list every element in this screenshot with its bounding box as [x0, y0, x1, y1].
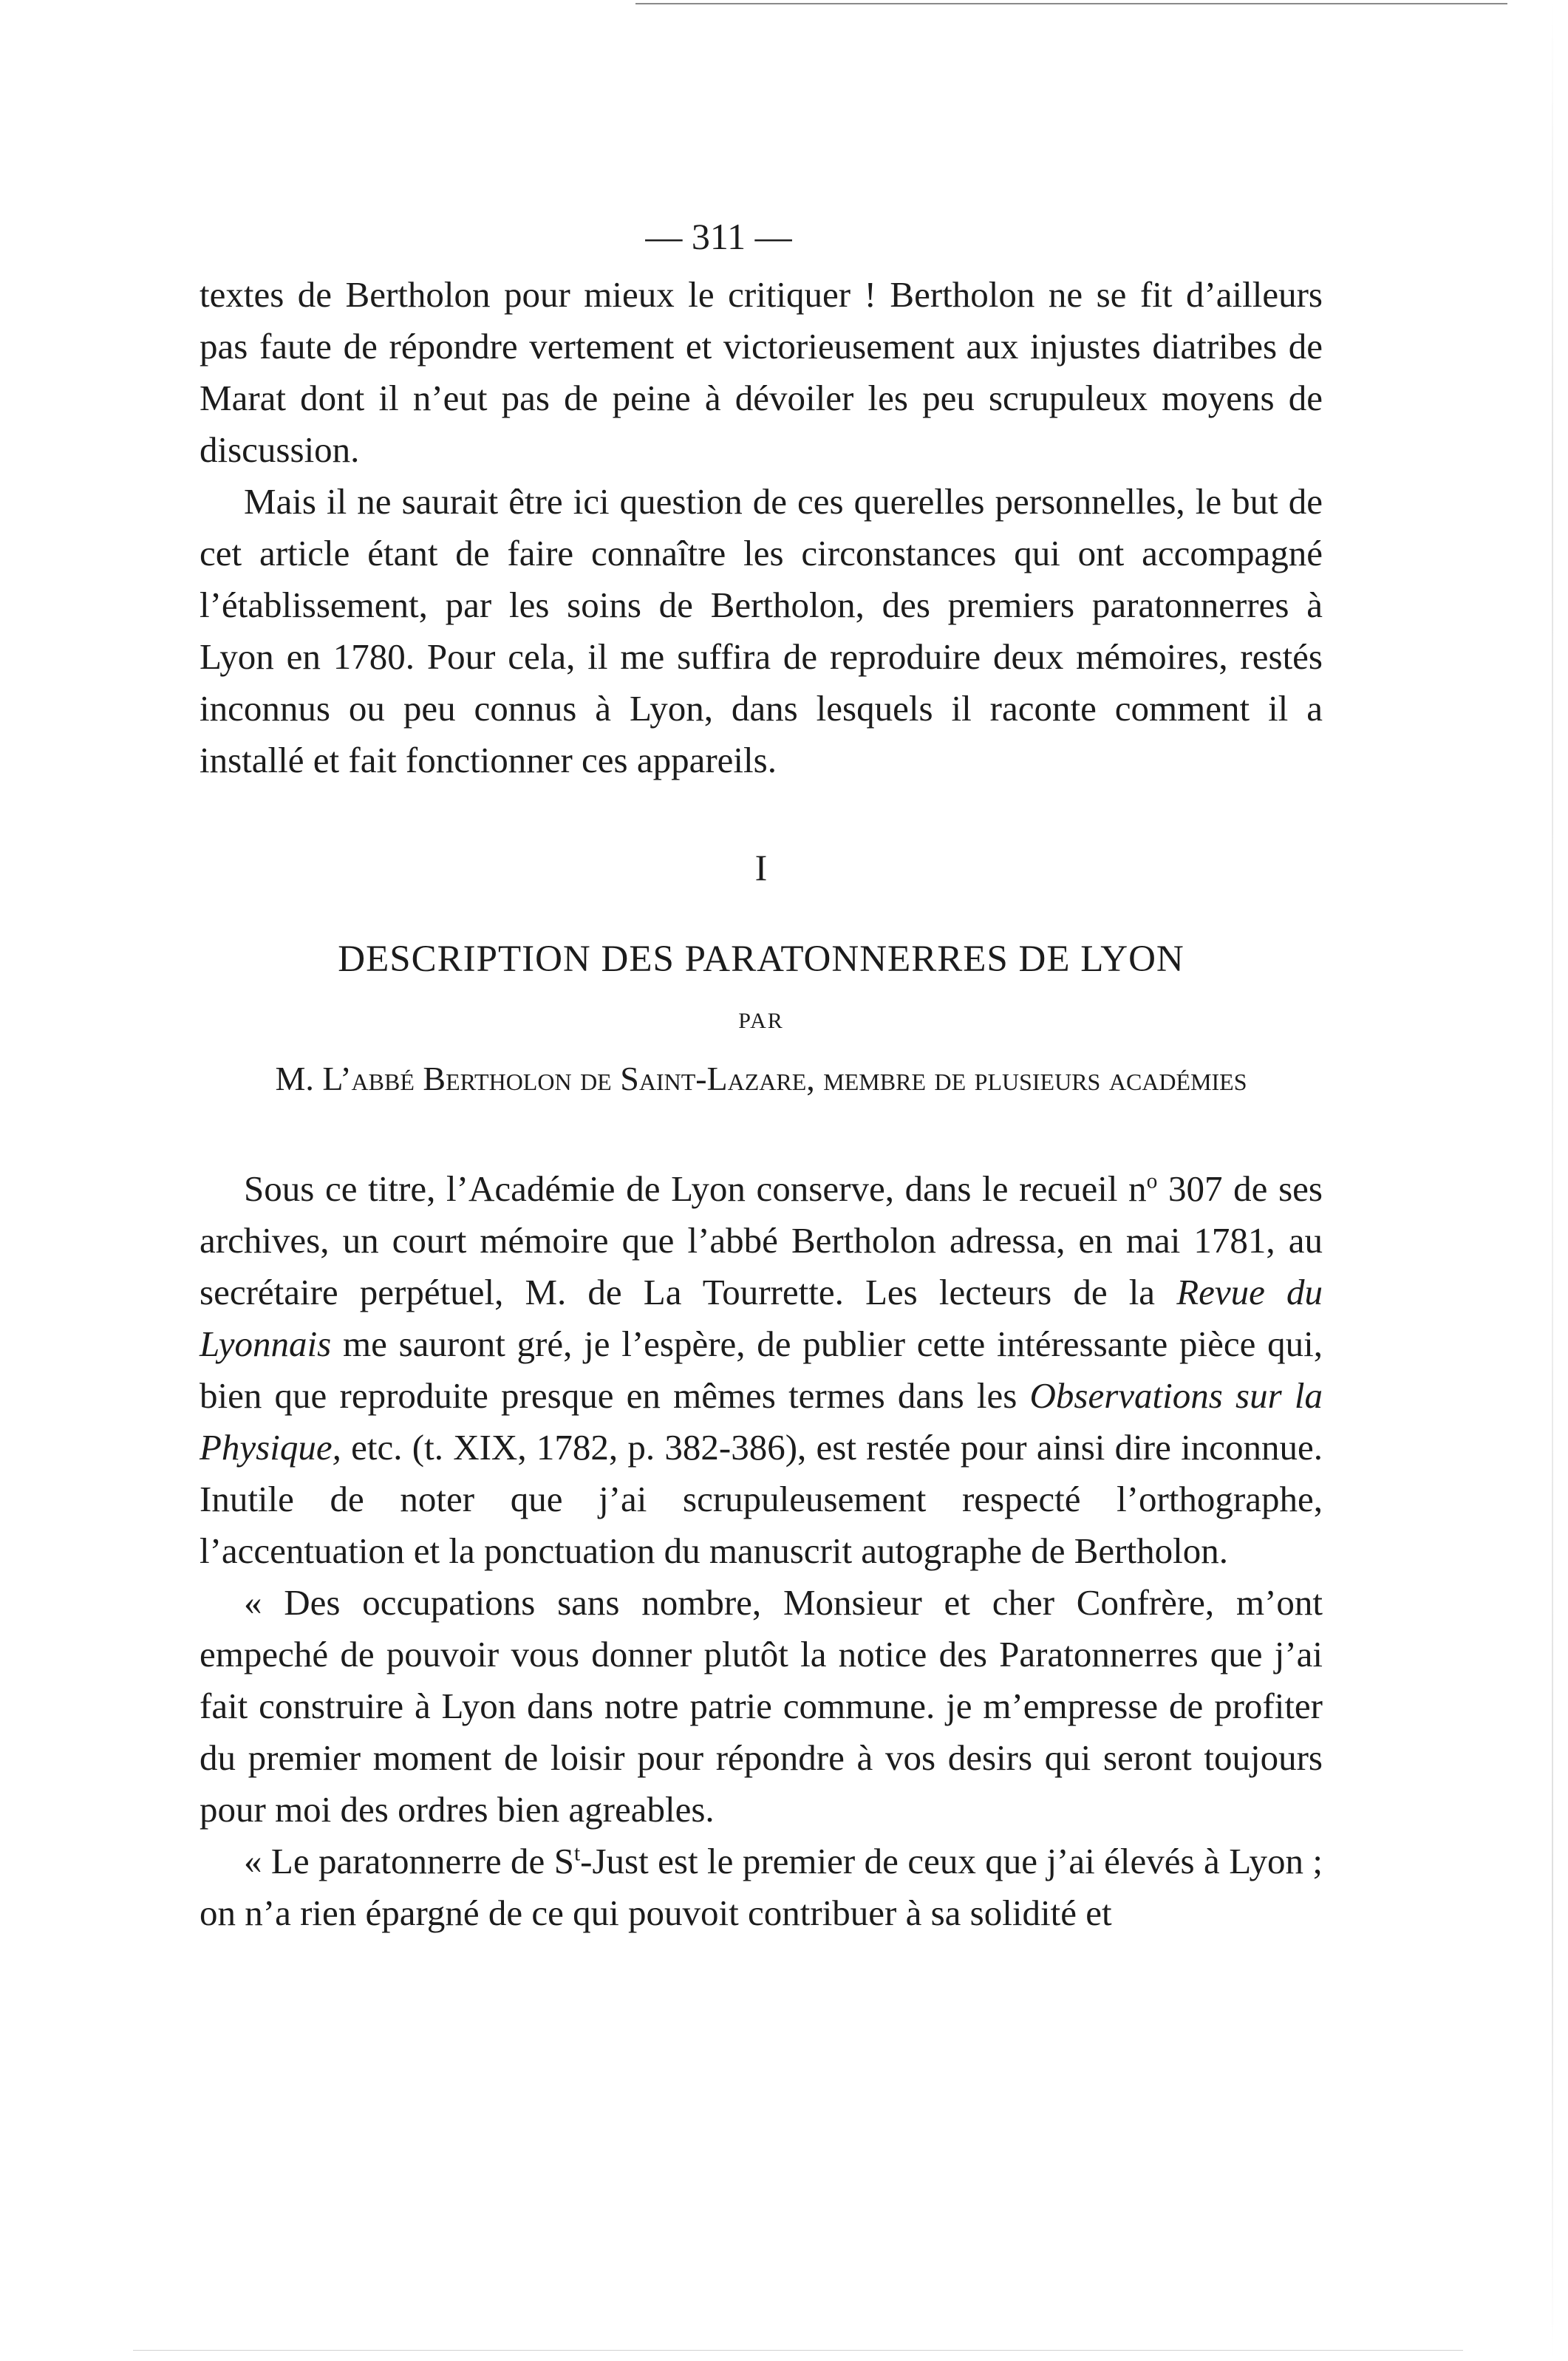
text-run: « Le paratonnerre de S	[244, 1841, 574, 1881]
text-run: -Just est le premier de ceux que j’ai élevés à Lyon ; on n’a rien épargné de ce qui pouvoit contribuer à sa solidité et	[200, 1841, 1323, 1933]
text-run: me sauront gré, je l’espère, de publier cette intéressante pièce qui, bien que reproduite presque en mêmes termes dans les	[200, 1323, 1323, 1416]
paragraph-quote	[200, 1836, 1323, 1939]
superscript: o	[1146, 1169, 1158, 1193]
page-number: — 311 —	[645, 216, 792, 257]
paragraph: Mais il ne saurait être ici question de ces querelles personnelles, le but de cet article étant de faire connaître les circonstances qui ont accompagné l’établissement, par les soins de Bertholon, des premiers paratonnerres à Lyon en 1780. Pour cela, il me suffira de reproduire deux mémoires, restés inconnus ou peu connus à Lyon, dans lesquels il raconte comment il a installé et fait fonctionner ces appareils.	[200, 481, 1323, 780]
paragraph	[200, 1163, 1323, 1577]
text-run: 307 de ses archives, un court mémoire que l’abbé Bertholon adressa, en mai 1781, au secrétaire perpétuel, M. de La Tourrette. Les lecteurs de la	[200, 1168, 1323, 1312]
scan-bottom-rule	[133, 2350, 1463, 2351]
section-title: DESCRIPTION DES PARATONNERRES DE LYON	[338, 938, 1184, 980]
paragraph-continued: textes de Bertholon pour mieux le critiquer ! Bertholon ne se fit d’ailleurs pas faute de répondre vertement et victorieusement aux injustes diatribes de Marat dont il n’eut pas de peine à dévoiler les peu scrupuleux moyens de discussion.	[200, 274, 1323, 470]
text-run: etc. (t. XIX, 1782, p. 382-386), est restée pour ainsi dire inconnue. Inutile de noter que j’ai scrupuleusement respecté l’orthographe, l’accentuation et la ponctuation du manuscrit autographe de Bertholon.	[200, 1427, 1323, 1571]
superscript: t	[574, 1842, 581, 1866]
section-byline-par: PAR	[738, 1009, 784, 1033]
body-text	[200, 1163, 1323, 1939]
text-run: Sous ce titre, l’Académie de Lyon conserve, dans le recueil n	[244, 1168, 1147, 1209]
scan-page-edge	[1552, 0, 1553, 2361]
section-author: M. L’abbé Bertholon de Saint-Lazare, membre de plusieurs académies	[275, 1060, 1247, 1097]
journal-title: Revue du Lyonnais	[200, 1272, 1323, 1364]
intro-text	[200, 269, 1323, 786]
scan-top-rule	[635, 3, 1507, 4]
paragraph-quote: « Des occupations sans nombre, Monsieur et cher Confrère, m’ont empeché de pouvoir vous donner plutôt la notice des Paratonnerres que j’ai fait construire à Lyon dans notre patrie commune. je m’empresse de profiter du premier moment de loisir pour répondre à vos desirs qui seront toujours pour moi des ordres bien agreables.	[200, 1582, 1323, 1830]
work-title: Observations sur la Physique,	[200, 1375, 1323, 1468]
section-number: I	[754, 847, 768, 888]
